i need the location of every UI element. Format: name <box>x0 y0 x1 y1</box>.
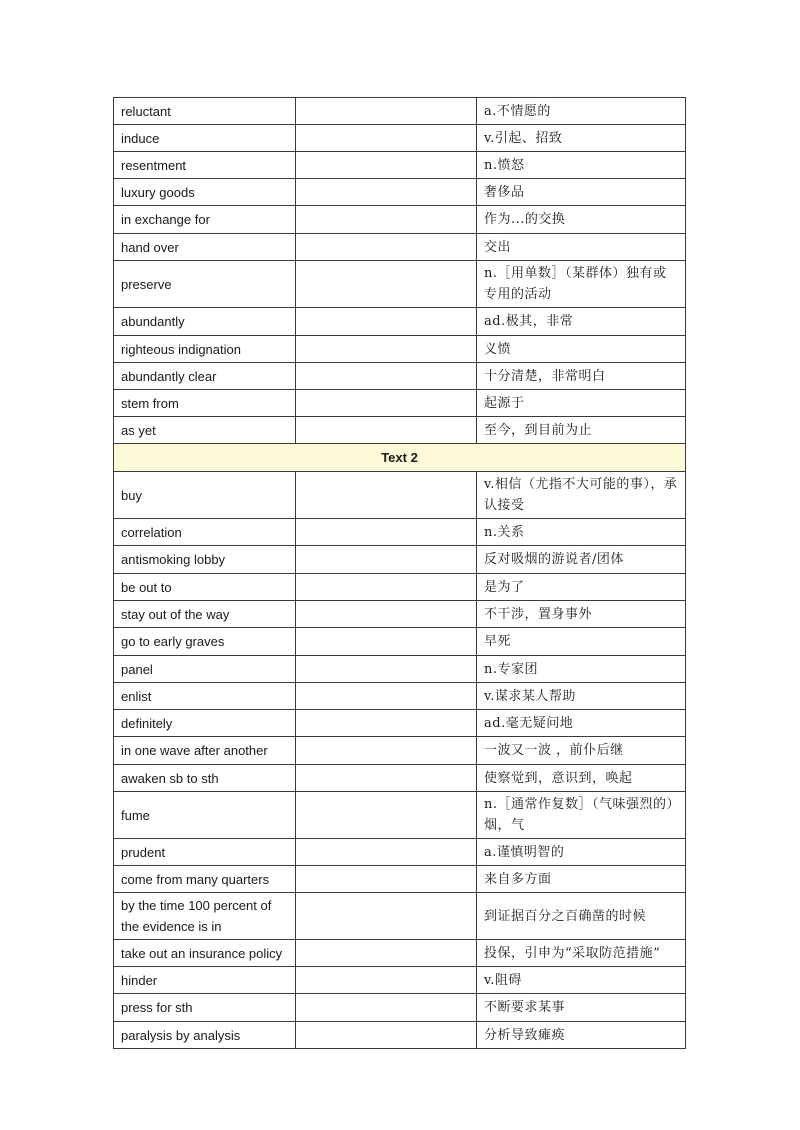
blank-cell <box>296 866 477 893</box>
table-row <box>114 125 686 152</box>
vocab-definition: v.引起、招致 <box>477 125 686 152</box>
blank-cell <box>296 601 477 628</box>
table-row <box>114 737 686 765</box>
blank-cell <box>296 994 477 1022</box>
blank-cell <box>296 519 477 546</box>
table-row <box>114 98 686 125</box>
vocab-term: abundantly clear <box>114 363 296 390</box>
vocab-term: go to early graves <box>114 628 296 656</box>
vocab-term: hand over <box>114 234 296 261</box>
table-row <box>114 152 686 179</box>
vocab-term: resentment <box>114 152 296 179</box>
vocab-term: panel <box>114 656 296 683</box>
vocab-definition: 到证据百分之百确凿的时候 <box>477 893 686 940</box>
vocab-term: preserve <box>114 261 296 308</box>
vocab-definition: v.谋求某人帮助 <box>477 683 686 710</box>
vocab-term: fume <box>114 792 296 839</box>
vocab-term: luxury goods <box>114 179 296 206</box>
table-row <box>114 994 686 1022</box>
vocab-definition: 起源于 <box>477 390 686 417</box>
vocab-definition: 十分清楚，非常明白 <box>477 363 686 390</box>
vocab-term: come from many quarters <box>114 866 296 893</box>
vocab-definition: n.愤怒 <box>477 152 686 179</box>
blank-cell <box>296 737 477 765</box>
vocab-definition: 来自多方面 <box>477 866 686 893</box>
table-row <box>114 179 686 206</box>
table-row <box>114 1022 686 1049</box>
section-title: Text 2 <box>114 444 686 472</box>
vocab-definition: 不干涉，置身事外 <box>477 601 686 628</box>
vocab-definition: n.［通常作复数］（气味强烈的）烟，气 <box>477 792 686 839</box>
table-row <box>114 628 686 656</box>
blank-cell <box>296 152 477 179</box>
table-row <box>114 234 686 261</box>
table-row <box>114 363 686 390</box>
vocab-definition: 奢侈品 <box>477 179 686 206</box>
blank-cell <box>296 98 477 125</box>
vocab-definition: 不断要求某事 <box>477 994 686 1022</box>
blank-cell <box>296 656 477 683</box>
table-row <box>114 417 686 444</box>
blank-cell <box>296 893 477 940</box>
vocab-term: be out to <box>114 574 296 601</box>
blank-cell <box>296 792 477 839</box>
vocab-definition: 义愤 <box>477 336 686 363</box>
vocab-term: induce <box>114 125 296 152</box>
blank-cell <box>296 574 477 601</box>
table-row <box>114 839 686 866</box>
vocab-term: enlist <box>114 683 296 710</box>
table-row <box>114 967 686 994</box>
blank-cell <box>296 390 477 417</box>
table-row <box>114 601 686 628</box>
vocab-term: righteous indignation <box>114 336 296 363</box>
blank-cell <box>296 1022 477 1049</box>
table-row <box>114 472 686 519</box>
vocab-definition: 至今，到目前为止 <box>477 417 686 444</box>
table-row <box>114 940 686 967</box>
vocab-definition: n.专家团 <box>477 656 686 683</box>
blank-cell <box>296 628 477 656</box>
vocab-definition: ad.极其，非常 <box>477 308 686 336</box>
blank-cell <box>296 472 477 519</box>
blank-cell <box>296 363 477 390</box>
vocab-definition: n.［用单数］（某群体）独有或专用的活动 <box>477 261 686 308</box>
blank-cell <box>296 546 477 574</box>
blank-cell <box>296 179 477 206</box>
vocab-definition: 是为了 <box>477 574 686 601</box>
vocab-definition: 作为...的交换 <box>477 206 686 234</box>
table-row <box>114 336 686 363</box>
table-row <box>114 308 686 336</box>
blank-cell <box>296 765 477 792</box>
vocab-definition: 一波又一波 ，前仆后继 <box>477 737 686 765</box>
vocab-definition: n.关系 <box>477 519 686 546</box>
table-row <box>114 792 686 839</box>
blank-cell <box>296 683 477 710</box>
blank-cell <box>296 261 477 308</box>
vocab-term: paralysis by analysis <box>114 1022 296 1049</box>
vocab-term: correlation <box>114 519 296 546</box>
blank-cell <box>296 336 477 363</box>
vocab-term: abundantly <box>114 308 296 336</box>
table-row <box>114 656 686 683</box>
table-row <box>114 710 686 737</box>
blank-cell <box>296 234 477 261</box>
blank-cell <box>296 308 477 336</box>
vocab-term: prudent <box>114 839 296 866</box>
table-row <box>114 261 686 308</box>
blank-cell <box>296 839 477 866</box>
vocab-term: hinder <box>114 967 296 994</box>
vocabulary-table-body <box>114 98 686 1049</box>
vocab-definition: ad.毫无疑问地 <box>477 710 686 737</box>
vocab-definition: 交出 <box>477 234 686 261</box>
vocab-definition: 使察觉到，意识到，唤起 <box>477 765 686 792</box>
vocab-term: stem from <box>114 390 296 417</box>
vocab-term: press for sth <box>114 994 296 1022</box>
table-row <box>114 390 686 417</box>
vocab-term: antismoking lobby <box>114 546 296 574</box>
vocab-term: in one wave after another <box>114 737 296 765</box>
vocab-definition: 反对吸烟的游说者/团体 <box>477 546 686 574</box>
table-row <box>114 893 686 940</box>
blank-cell <box>296 125 477 152</box>
vocab-term: take out an insurance policy <box>114 940 296 967</box>
vocab-definition: 分析导致瘫痪 <box>477 1022 686 1049</box>
vocab-definition: 早死 <box>477 628 686 656</box>
vocab-term: buy <box>114 472 296 519</box>
vocab-term: stay out of the way <box>114 601 296 628</box>
vocab-term: as yet <box>114 417 296 444</box>
table-row <box>114 683 686 710</box>
table-row <box>114 574 686 601</box>
vocab-term: reluctant <box>114 98 296 125</box>
table-row <box>114 206 686 234</box>
vocab-term: definitely <box>114 710 296 737</box>
blank-cell <box>296 710 477 737</box>
vocab-definition: a.谨慎明智的 <box>477 839 686 866</box>
table-row <box>114 546 686 574</box>
table-row <box>114 765 686 792</box>
blank-cell <box>296 940 477 967</box>
table-row <box>114 866 686 893</box>
vocab-term: in exchange for <box>114 206 296 234</box>
blank-cell <box>296 967 477 994</box>
vocabulary-table <box>113 97 686 1049</box>
section-header-row <box>114 444 686 472</box>
blank-cell <box>296 206 477 234</box>
vocab-definition: v.相信（尤指不大可能的事），承认接受 <box>477 472 686 519</box>
vocab-definition: a.不情愿的 <box>477 98 686 125</box>
vocab-definition: 投保，引申为“采取防范措施” <box>477 940 686 967</box>
vocab-definition: v.阻碍 <box>477 967 686 994</box>
table-row <box>114 519 686 546</box>
vocab-term: by the time 100 percent of the evidence is in <box>114 893 296 940</box>
vocab-term: awaken sb to sth <box>114 765 296 792</box>
blank-cell <box>296 417 477 444</box>
